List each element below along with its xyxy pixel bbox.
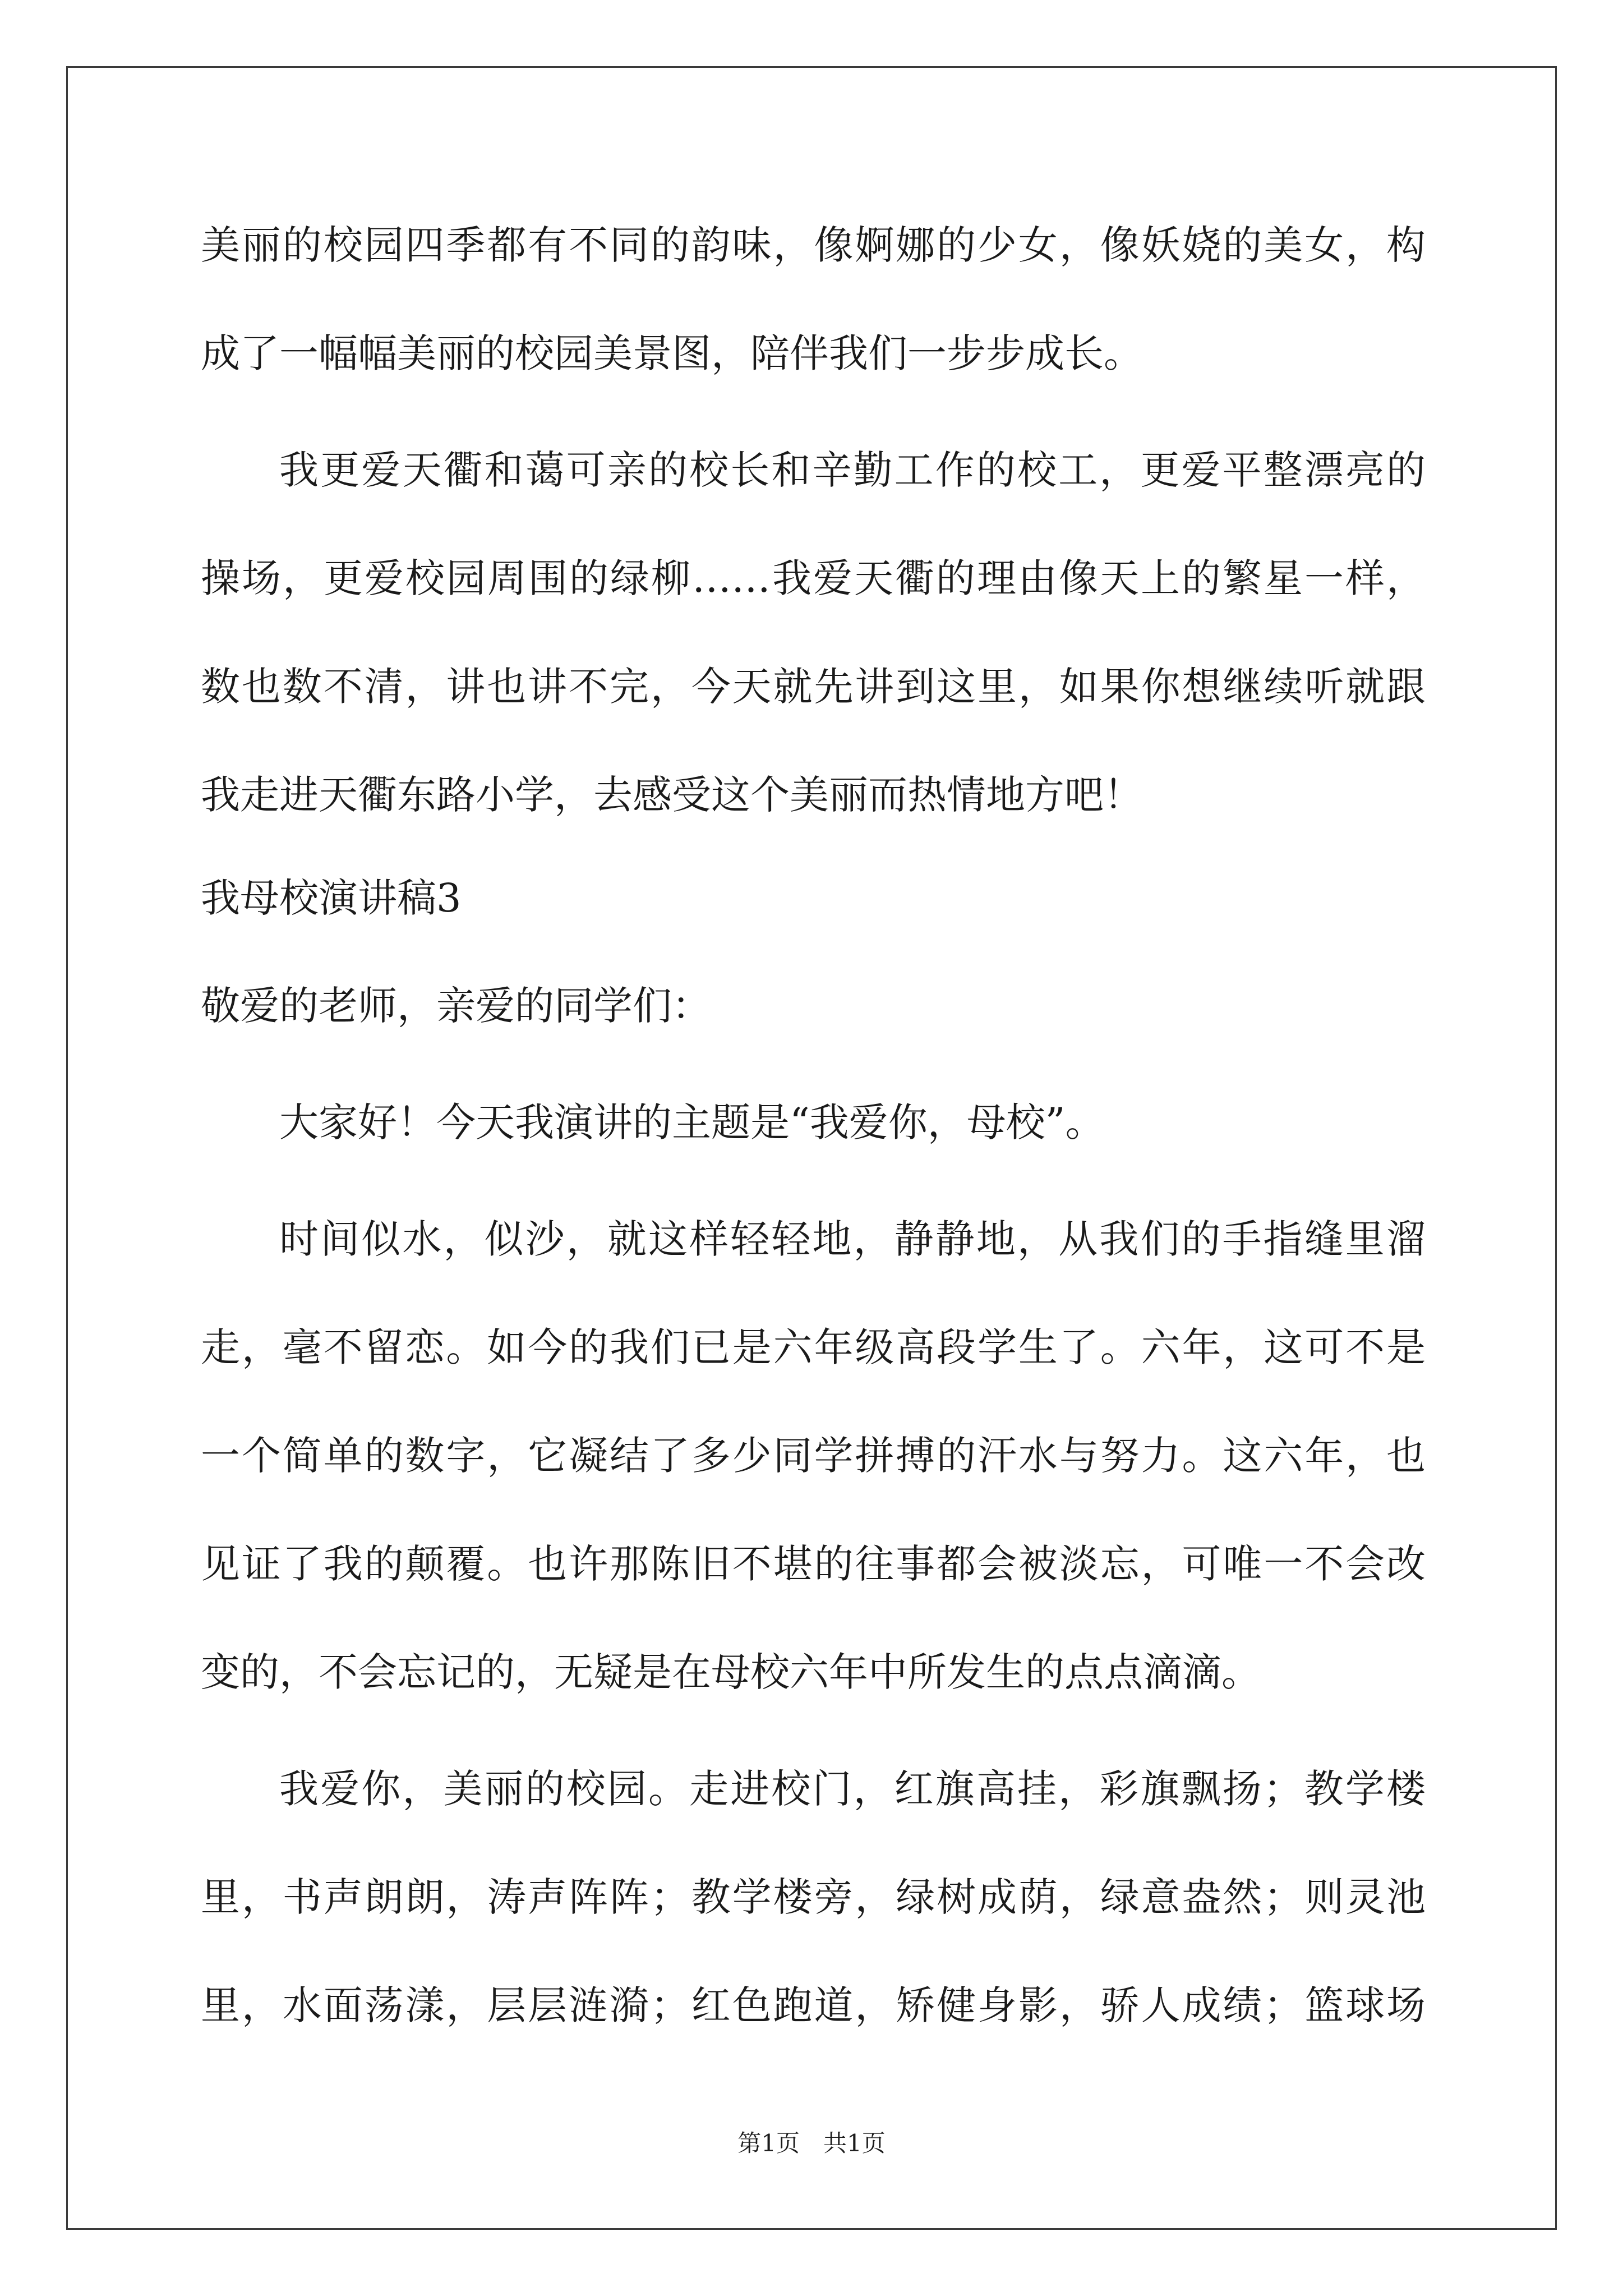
text-line: 见证了我的颠覆。也许那陈旧不堪的往事都会被淡忘，可唯一不会改 [201, 1541, 1426, 1587]
text-line: 操场，更爱校园周围的绿柳……我爱天衢的理由像天上的繁星一样， [201, 555, 1426, 601]
paragraph-first-line: 我爱你，美丽的校园。走进校门，红旗高挂，彩旗飘扬；教学楼 [279, 1766, 1426, 1812]
text-line: 里，水面荡漾，层层涟漪；红色跑道，矫健身影，骄人成绩；篮球场 [201, 1982, 1426, 2028]
paragraph-first-line: 我更爱天衢和蔼可亲的校长和辛勤工作的校工，更爱平整漂亮的 [279, 447, 1426, 493]
text-line: 成了一幅幅美丽的校园美景图，陪伴我们一步步成长。 [201, 330, 1143, 376]
section-heading: 我母校演讲稿3 [201, 875, 462, 921]
text-line: 我走进天衢东路小学，去感受这个美丽而热情地方吧！ [201, 772, 1143, 818]
text-line: 数也数不清，讲也讲不完，今天就先讲到这里，如果你想继续听就跟 [201, 664, 1426, 710]
paragraph-first-line: 大家好！今天我演讲的主题是“我爱你，母校”。 [279, 1099, 1105, 1145]
page-footer: 第1页 共1页 [737, 2129, 886, 2157]
salutation: 敬爱的老师，亲爱的同学们： [201, 983, 711, 1029]
text-line: 里，书声朗朗，涛声阵阵；教学楼旁，绿树成荫，绿意盎然；则灵池 [201, 1874, 1426, 1920]
paragraph-first-line: 时间似水，似沙，就这样轻轻地，静静地，从我们的手指缝里溜 [279, 1216, 1426, 1262]
text-line: 一个简单的数字，它凝结了多少同学拼搏的汗水与努力。这六年，也 [201, 1433, 1426, 1479]
text-line: 走，毫不留恋。如今的我们已是六年级高段学生了。六年，这可不是 [201, 1324, 1426, 1370]
text-line: 美丽的校园四季都有不同的韵味，像婀娜的少女，像妖娆的美女，构 [201, 222, 1426, 268]
text-line: 变的，不会忘记的，无疑是在母校六年中所发生的点点滴滴。 [201, 1649, 1261, 1695]
